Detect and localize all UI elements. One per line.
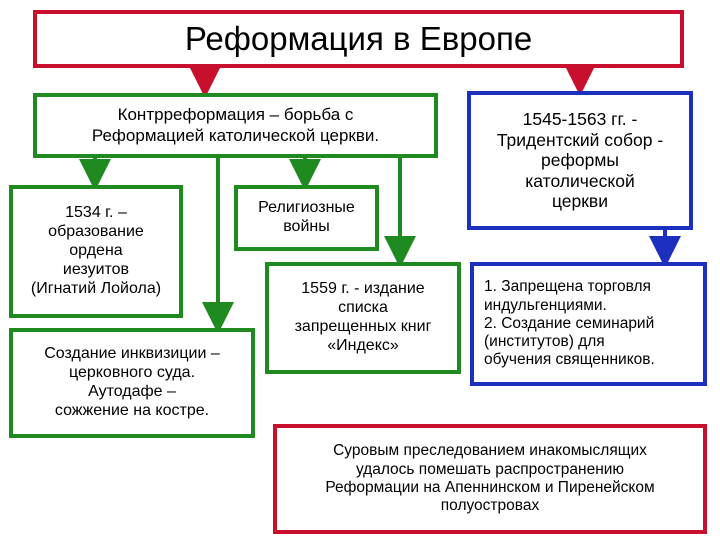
index-text: 1559 г. - издание списка запрещенных книг «Индекс» (294, 280, 432, 354)
conclusion-text: Суровым преследованием инакомыслящих удалось помешать распространению Реформации на Апеннинском и Пиренейском полуостровах (325, 442, 655, 515)
reforms-box (470, 262, 707, 386)
religious-wars-text: Религиозные войны (258, 199, 355, 235)
diagram-title: Реформация в Европе (184, 19, 533, 57)
counter-reformation-box (33, 93, 438, 158)
religious-wars-box (234, 185, 379, 251)
jesuits-box (9, 185, 183, 318)
trident-council-text: 1545-1563 гг. - Тридентский собор - реформы католической церкви (496, 108, 664, 212)
reforms-text: 1. Запрещена торговля индульгенциями. 2. Создание семинарий (институтов) для обучения священников. (484, 278, 655, 369)
trident-council-box (467, 91, 693, 230)
inquisition-box (9, 328, 255, 438)
jesuits-text: 1534 г. – образование ордена иезуитов (Игнатий Лойола) (30, 204, 162, 297)
index-box (265, 262, 461, 374)
diagram-title-box (33, 10, 684, 68)
counter-reformation-text: Контрреформация – борьба с Реформацией католической церкви. (91, 105, 380, 145)
inquisition-text: Создание инквизиции – церковного суда. Аутодафе – сожжение на костре. (44, 345, 220, 419)
conclusion-box (273, 424, 707, 534)
